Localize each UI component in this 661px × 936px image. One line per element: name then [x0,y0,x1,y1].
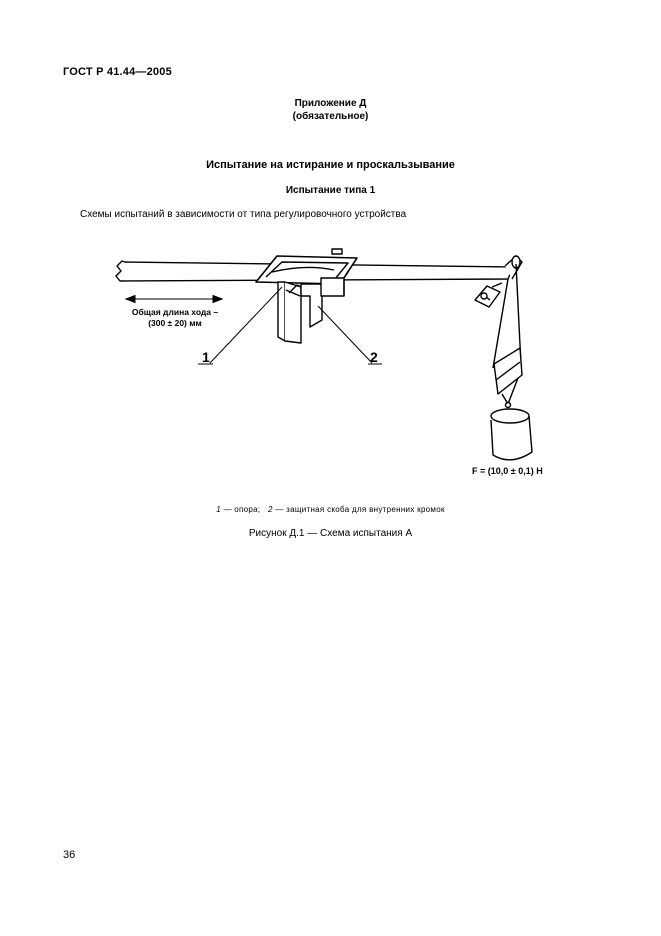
travel-arrow [126,296,222,303]
guard-bracket [301,284,322,327]
annex-status: (обязательное) [292,111,369,122]
intro-paragraph: Схемы испытаний в зависимости от типа регулировочного устройства [80,209,407,220]
section-title: Испытание на истирание и проскальзывание [206,159,455,171]
document-header: ГОСТ Р 41.44—2005 [63,66,172,78]
legend-text-2: — защитная скоба для внутренних кромок [272,505,445,514]
callout-number-1: 1 [202,349,210,365]
subsection-title: Испытание типа 1 [285,185,376,196]
support-bracket [278,282,285,341]
leader-2 [318,306,372,363]
callout-number-2: 2 [370,349,378,365]
annex-title: Приложение Д [294,98,367,109]
figure-legend [0,505,661,514]
weight-cylinder [491,403,532,460]
legend-number-1: 1 [216,505,221,514]
legend-number-2: 2 [268,505,273,514]
force-label: F = (10,0 ± 0,1) Н [472,466,543,476]
page-number: 36 [63,849,76,861]
travel-label-line1: Общая длина хода – [131,307,219,317]
legend-text-1: — опора; [220,505,269,514]
travel-label-line2: (300 ± 20) мм [148,318,202,328]
figure-caption: Рисунок Д.1 — Схема испытания А [248,528,413,539]
